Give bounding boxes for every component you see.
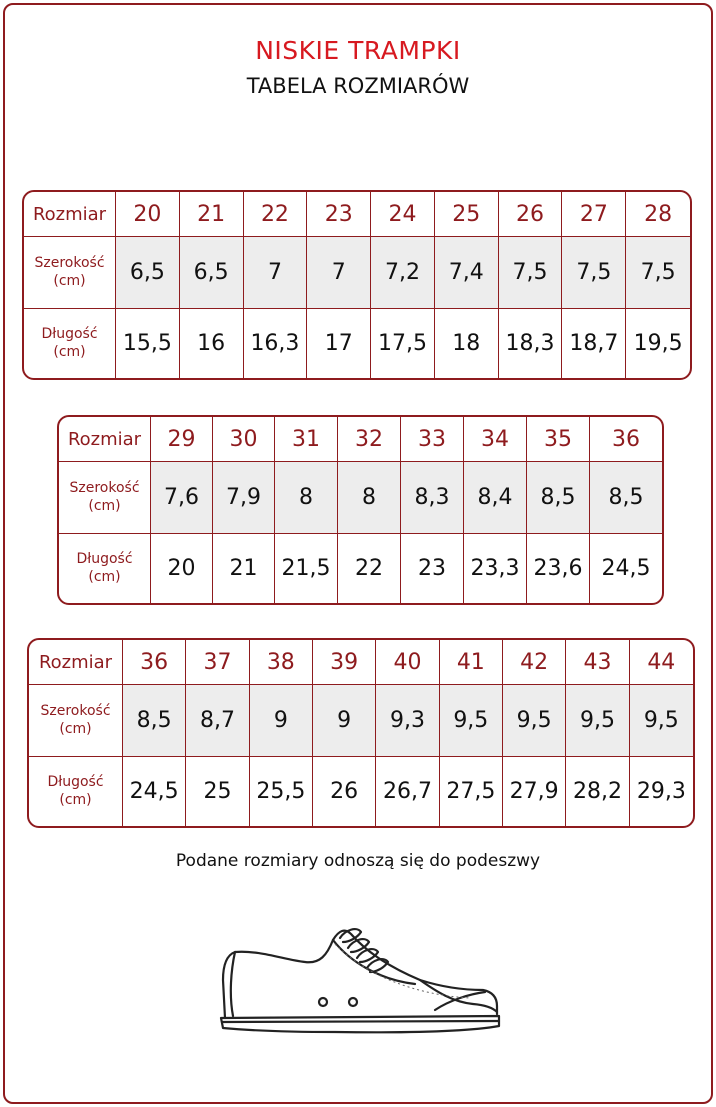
length-row-label-line: Długość [41,326,98,342]
width-cell: 6,5 [116,237,180,309]
width-cell: 9,3 [376,685,439,757]
size-cell: 40 [376,640,439,685]
width-cell: 7 [307,237,371,309]
length-row-label [24,309,116,378]
width-cell: 8,5 [590,462,662,534]
length-cell: 24,5 [123,757,186,826]
size-cell: 42 [503,640,566,685]
size-cell: 23 [307,192,371,237]
size-cell: 38 [250,640,313,685]
size-cell: 24 [371,192,435,237]
size-table-1 [22,190,692,380]
length-cell: 23 [401,534,464,603]
width-row-label-line: (cm) [88,497,121,514]
length-cell: 28,2 [566,757,629,826]
length-cell: 27,5 [440,757,503,826]
length-cell: 18,7 [562,309,626,378]
width-cell: 7,6 [151,462,213,534]
size-cell: 36 [123,640,186,685]
size-cell: 43 [566,640,629,685]
size-table-3 [27,638,695,828]
length-cell: 23,6 [527,534,590,603]
width-cell: 8 [275,462,338,534]
length-row-label-line: (cm) [88,568,121,585]
length-cell: 16,3 [244,309,308,378]
width-row-label [29,685,123,757]
length-cell: 26 [313,757,376,826]
size-cell: 44 [630,640,693,685]
width-cell: 7,5 [499,237,563,309]
length-row-label-line: Długość [76,551,133,567]
size-cell: 29 [151,417,213,462]
width-cell: 8,7 [186,685,249,757]
size-cell: 36 [590,417,662,462]
sneaker-outline-icon [215,920,505,1040]
size-cell: 33 [401,417,464,462]
length-cell: 29,3 [636,779,686,804]
width-cell: 7,4 [435,237,499,309]
length-cell: 22 [338,534,401,603]
size-cell: 39 [313,640,376,685]
length-cell: 25 [186,757,249,826]
size-cell: 37 [186,640,249,685]
width-cell: 7,9 [213,462,275,534]
length-row-label-line: Długość [47,774,104,790]
length-row-label-line: (cm) [59,791,92,808]
width-row-label-line: (cm) [59,720,92,737]
width-cell: 9 [250,685,313,757]
size-cell: 34 [464,417,527,462]
length-cell: 21,5 [275,534,338,603]
length-cell: 18 [435,309,499,378]
width-row-label [59,462,151,534]
sole-note: Podane rozmiary odnoszą się do podeszwy [175,851,541,871]
width-cell: 8,5 [123,685,186,757]
length-cell: 17 [307,309,371,378]
length-row-label-line: (cm) [53,343,86,360]
page-subtitle: TABELA ROZMIARÓW [246,74,470,98]
width-cell: 9 [313,685,376,757]
width-cell: 9,5 [503,685,566,757]
length-row-label [29,757,123,826]
length-cell: 24,5 [601,556,651,581]
length-cell: 16 [180,309,244,378]
size-cell: 35 [527,417,590,462]
size-header-label: Rozmiar [24,192,116,237]
size-header-label: Rozmiar [29,640,123,685]
length-cell: 20 [151,534,213,603]
size-cell: 26 [499,192,563,237]
length-cell: 21 [213,534,275,603]
width-cell: 8,4 [464,462,527,534]
length-cell: 26,7 [376,757,439,826]
size-cell: 21 [180,192,244,237]
width-cell: 7 [244,237,308,309]
size-cell: 41 [440,640,503,685]
size-cell: 31 [275,417,338,462]
size-cell: 20 [116,192,180,237]
page-title: NISKIE TRAMPKI [255,36,461,65]
width-row-label-line: Szerokość [40,703,111,719]
width-row-label-line: (cm) [53,272,86,289]
length-cell: 25,5 [250,757,313,826]
size-cell: 30 [213,417,275,462]
width-cell: 8,5 [527,462,590,534]
size-cell: 22 [244,192,308,237]
size-cell: 28 [626,192,690,237]
width-cell: 7,5 [626,237,690,309]
length-cell: 18,3 [499,309,563,378]
width-cell: 7,5 [562,237,626,309]
size-cell: 25 [435,192,499,237]
width-row-label [24,237,116,309]
width-cell: 9,5 [566,685,629,757]
size-cell: 27 [562,192,626,237]
length-row-label [59,534,151,603]
size-cell: 32 [338,417,401,462]
width-cell: 7,2 [371,237,435,309]
length-cell: 27,9 [503,757,566,826]
width-cell: 8 [338,462,401,534]
length-cell: 19,5 [633,331,683,356]
width-row-label-line: Szerokość [34,255,105,271]
size-header-label: Rozmiar [59,417,151,462]
size-table-2 [57,415,664,605]
width-cell: 9,5 [440,685,503,757]
width-row-label-line: Szerokość [69,480,140,496]
length-cell: 17,5 [371,309,435,378]
length-cell: 15,5 [116,309,180,378]
width-cell: 6,5 [180,237,244,309]
length-cell: 23,3 [464,534,527,603]
width-cell: 9,5 [630,685,693,757]
width-cell: 8,3 [401,462,464,534]
